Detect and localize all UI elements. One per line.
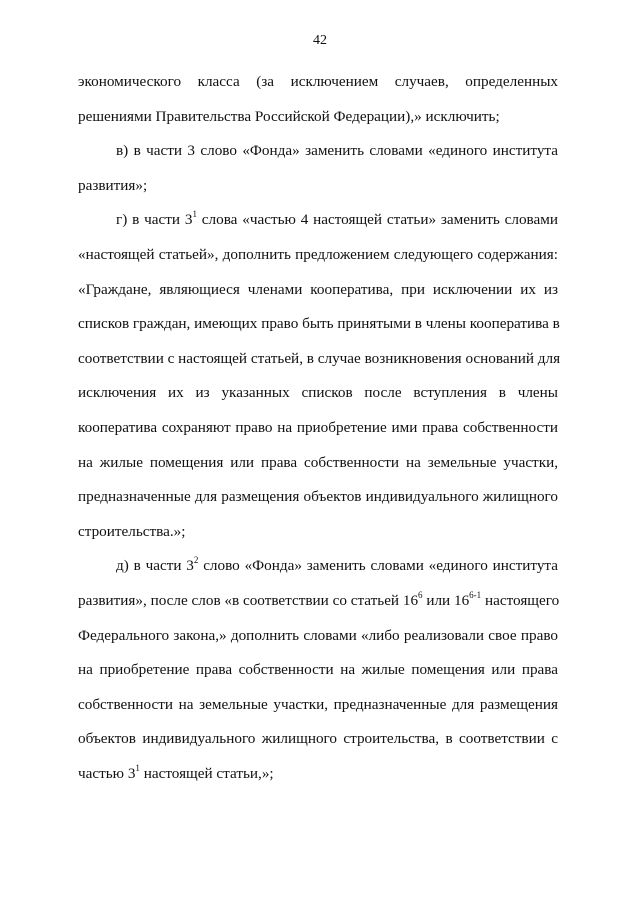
text-line: «настоящей статьей», дополнить предложением следующего содержания: — [78, 245, 558, 263]
text-line: «Граждане, являющиеся членами кооператива, при исключении их из — [78, 280, 558, 298]
text-line: объектов индивидуального жилищного строительства, в соответствии с — [78, 730, 558, 748]
text-line: в) в части 3 слово «Фонда» заменить словами «единого института — [116, 142, 558, 160]
text-line: на приобретение права собственности на жилые помещения или права — [78, 661, 558, 679]
text-line — [78, 203, 558, 238]
text-line: кооператива сохраняют право на приобретение ими права собственности — [78, 418, 558, 436]
text-fragment: частью 3 — [78, 764, 136, 782]
text-fragment: слова «частью 4 настоящей статьи» заменить словами — [196, 211, 559, 229]
text-fragment: развития», после слов «в соответствии со статьей 16 — [78, 591, 419, 609]
text-line — [78, 549, 558, 584]
text-fragment: д) в части 3 — [116, 557, 194, 575]
superscript: 2 — [193, 555, 199, 566]
text-line: решениями Правительства Российской Федерации),» исключить; — [78, 107, 500, 125]
superscript: 6-1 — [469, 589, 482, 600]
superscript: 1 — [135, 762, 140, 773]
text-line: Федерального закона,» дополнить словами «либо реализовали свое право — [78, 626, 558, 644]
text-line: списков граждан, имеющих право быть принятыми в члены кооператива в — [78, 315, 560, 333]
text-line — [78, 584, 558, 619]
text-fragment: настоящей статьи,»; — [139, 764, 274, 782]
document-body — [78, 65, 561, 791]
superscript: 1 — [192, 209, 197, 220]
text-line — [78, 757, 558, 792]
page-number: 42 — [313, 33, 327, 48]
text-fragment: слово «Фонда» заменить словами «единого института — [198, 557, 558, 575]
text-line: экономического класса (за исключением случаев, определенных — [78, 73, 558, 90]
text-line: развития»; — [78, 176, 148, 194]
text-fragment: г) в части 3 — [116, 211, 193, 229]
text-line: соответствии с настоящей статьей, в случае возникновения оснований для — [78, 349, 561, 367]
text-fragment: или 16 — [422, 591, 470, 609]
text-fragment: настоящего — [481, 591, 560, 609]
superscript: 6 — [418, 589, 423, 600]
text-line: строительства.»; — [78, 522, 186, 540]
text-line: предназначенные для размещения объектов индивидуального жилищного — [78, 488, 558, 506]
text-line: собственности на земельные участки, предназначенные для размещения — [78, 695, 558, 713]
text-line: на жилые помещения или права собственности на земельные участки, — [78, 453, 558, 471]
text-line: исключения их из указанных списков после вступления в члены — [78, 384, 558, 402]
